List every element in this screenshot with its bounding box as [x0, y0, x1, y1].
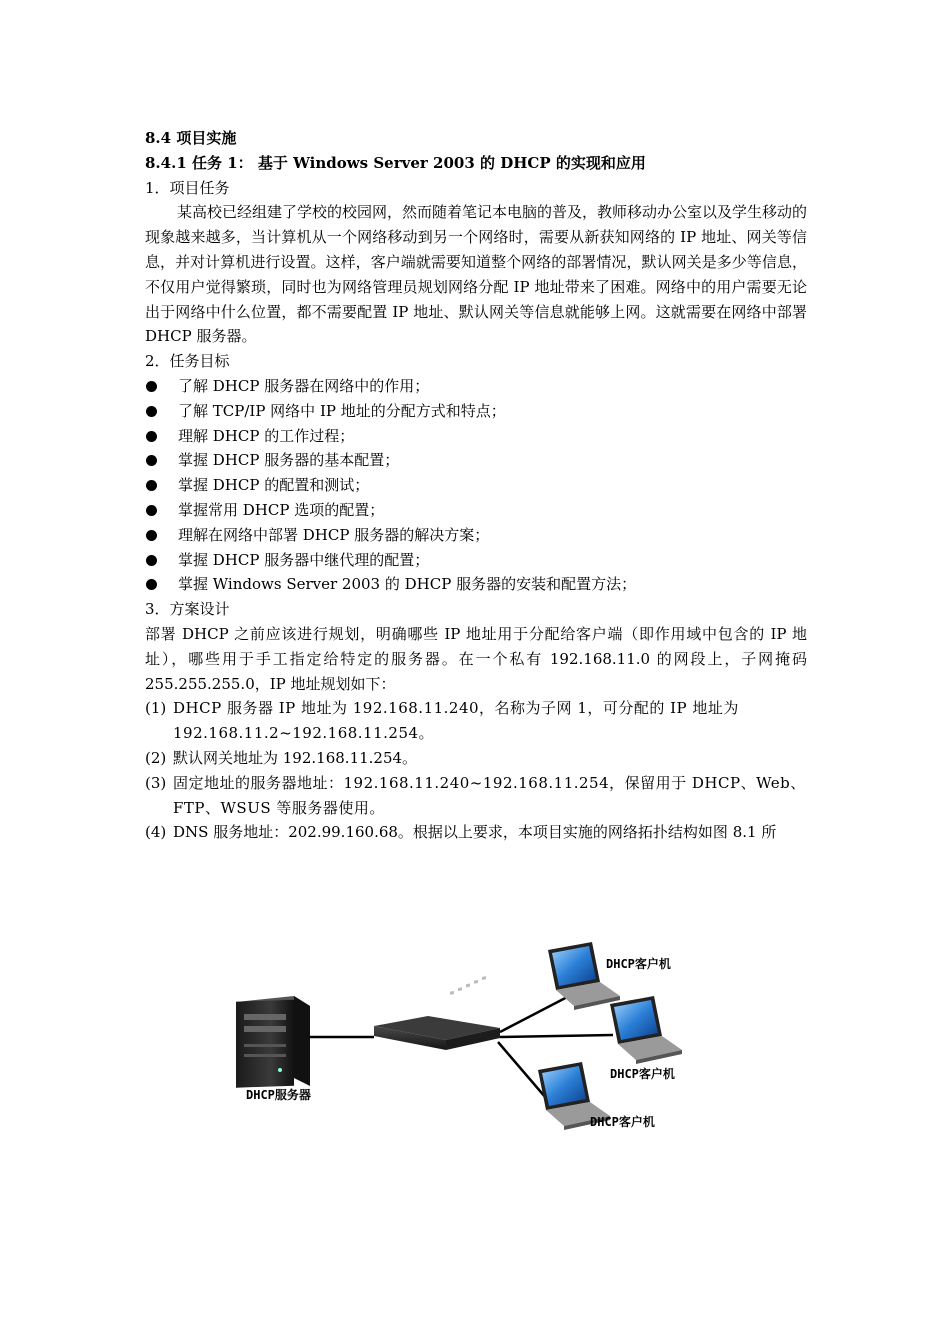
list-item: 掌握 DHCP 服务器的基本配置； — [145, 448, 807, 473]
task-title: 1．项目任务 — [145, 178, 230, 197]
list-item: (4) DNS 服务地址：202.99.160.68。根据以上要求，本项目实施的网络拓扑结构如图 8.1 所 — [145, 823, 777, 842]
bullet-icon — [146, 530, 157, 541]
list-item: 理解 DHCP 的工作过程； — [145, 424, 807, 449]
switch-icon — [374, 976, 500, 1050]
cable-switch-client-1 — [500, 994, 573, 1032]
task-paragraph: 某高校已经组建了学校的校园网，然而随着笔记本电脑的普及，教师移动办公室以及学生移动的现象越来越多，当计算机从一个网络移动到另一个网络时，需要从新获知网络的 IP 地址、网关等信息，并对计算机进行设置。这样，客户端就需要知道整个网络的部署情况，默认网关是多少等信息，不仅用户觉得繁琐，同时也为网络管理员规划网络分配 IP 地址带来了困难。网络中的用户需要无论出于网络中什么位置，都不需要配置 IP 地址、默认网关等信息就能够上网。这就需要在网络中部署 DHCP 服务器。 — [145, 203, 808, 346]
list-item: 了解 TCP/IP 网络中 IP 地址的分配方式和特点； — [145, 399, 807, 424]
bullet-icon — [146, 406, 157, 417]
list-item: 掌握 DHCP 的配置和测试； — [145, 473, 807, 498]
list-item: 掌握常用 DHCP 选项的配置； — [145, 498, 807, 523]
list-item: 理解在网络中部署 DHCP 服务器的解决方案； — [145, 523, 807, 548]
bullet-icon — [146, 431, 157, 442]
laptop-icon — [610, 996, 682, 1064]
task-heading: 8.4.1 任务 1： 基于 Windows Server 2003 的 DHCP 的实现和应用 — [145, 153, 646, 172]
document-body — [145, 126, 807, 845]
client-label-2: DHCP客户机 — [610, 1067, 675, 1081]
bullet-icon — [146, 480, 157, 491]
goals-list — [145, 374, 807, 597]
bullet-icon — [146, 555, 157, 566]
section-heading: 8.4 项目实施 — [145, 129, 237, 147]
client-label-1: DHCP客户机 — [606, 957, 671, 971]
list-item: 掌握 DHCP 服务器中继代理的配置； — [145, 548, 807, 573]
list-item: (3) 固定地址的服务器地址：192.168.11.240~192.168.11.254，保留用于 DHCP、Web、FTP、WSUS 等服务器使用。 — [145, 773, 806, 817]
design-paragraph: 部署 DHCP 之前应该进行规划，明确哪些 IP 地址用于分配给客户端（即作用域中包含的 IP 地址），哪些用于手工指定给特定的服务器。在一个私有 192.168.11.0 的网段上，子网掩码 255.255.255.0，IP 地址规划如下： — [145, 624, 807, 693]
laptop-icon — [548, 942, 620, 1010]
list-item: 了解 DHCP 服务器在网络中的作用； — [145, 374, 807, 399]
design-title: 3．方案设计 — [145, 600, 230, 619]
list-item: (2) 默认网关地址为 192.168.11.254。 — [145, 748, 418, 767]
bullet-icon — [146, 505, 157, 516]
bullet-icon — [146, 381, 157, 392]
address-plan-list — [145, 696, 807, 845]
cable-switch-client-2 — [500, 1035, 613, 1037]
list-item: 掌握 Windows Server 2003 的 DHCP 服务器的安装和配置方法； — [145, 572, 807, 597]
bullet-icon — [146, 579, 157, 590]
bullet-icon — [146, 455, 157, 466]
client-label-3: DHCP客户机 — [590, 1115, 655, 1129]
list-item: (1) DHCP 服务器 IP 地址为 192.168.11.240，名称为子网 1，可分配的 IP 地址为 192.168.11.2~192.168.11.254。 — [145, 699, 739, 743]
goals-title: 2．任务目标 — [145, 352, 230, 371]
server-icon — [236, 996, 310, 1088]
network-topology-figure — [228, 936, 708, 1136]
server-label: DHCP服务器 — [246, 1088, 311, 1102]
